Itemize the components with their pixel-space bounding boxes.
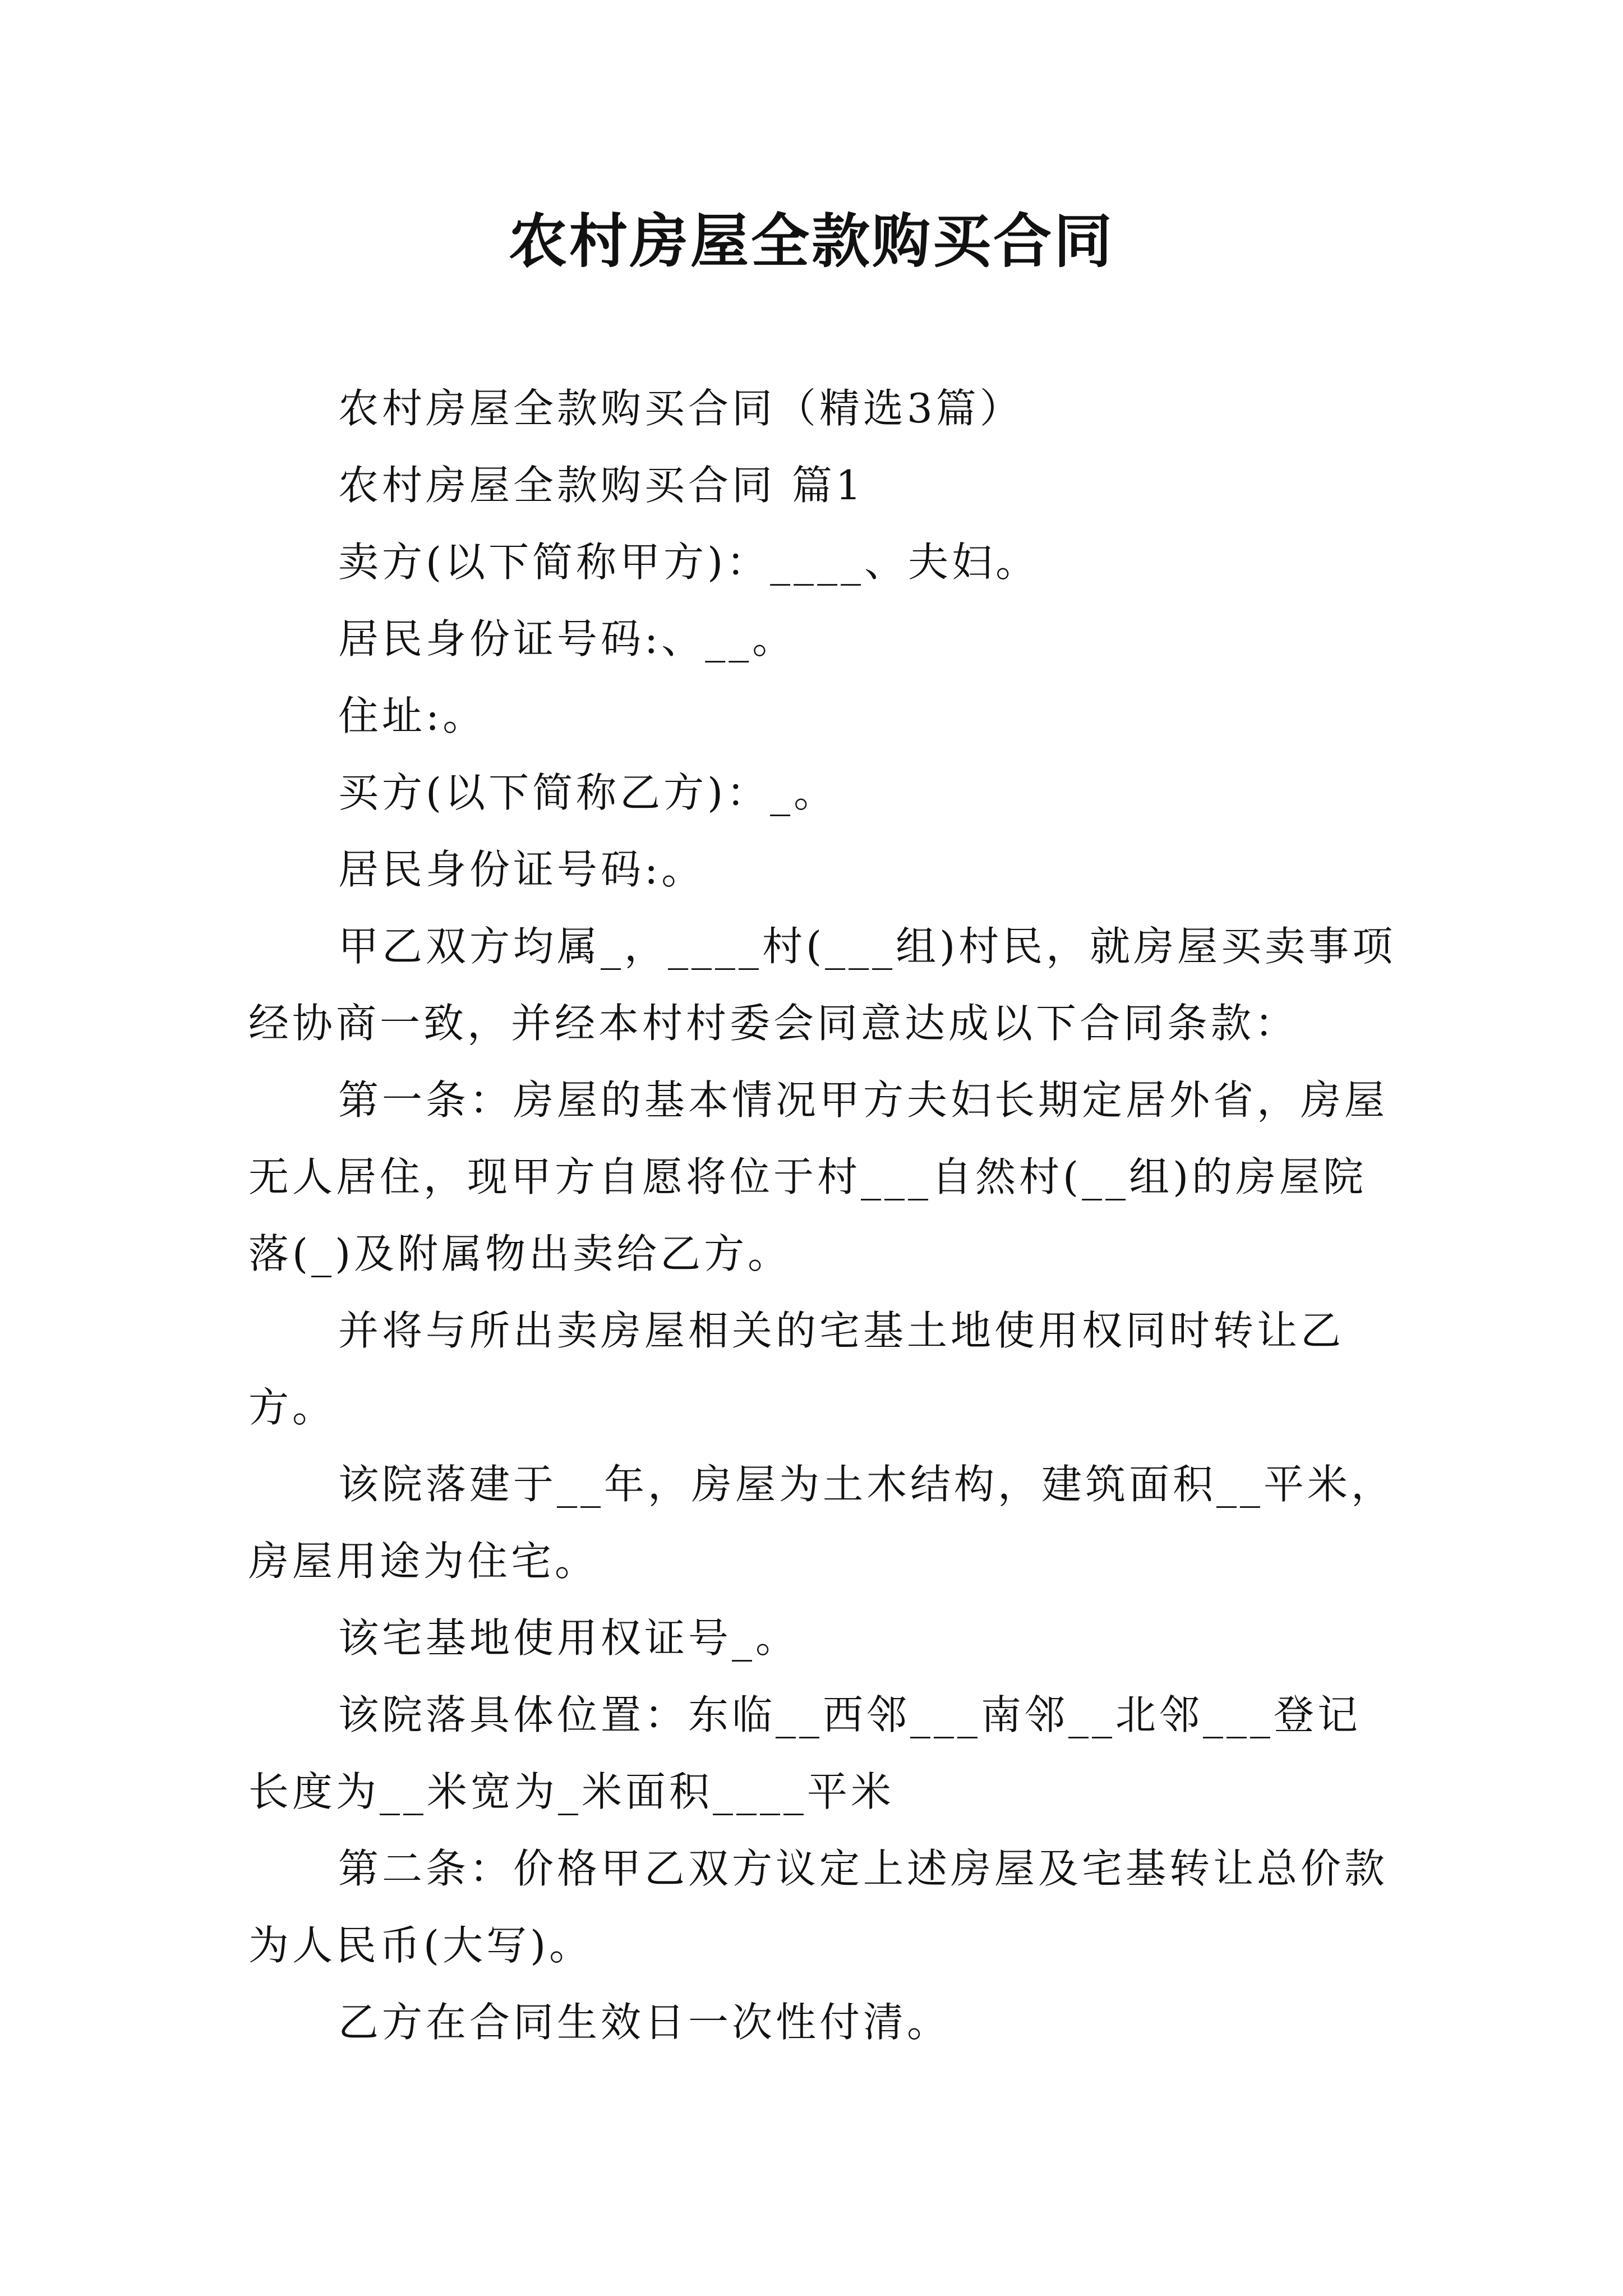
paragraph-buyer-id: 居民身份证号码:。 [338, 846, 706, 893]
paragraph-seller: 卖方(以下简称甲方)：____、夫妇。 [338, 539, 1040, 586]
paragraph-payment: 乙方在合同生效日一次性付清。 [338, 1999, 951, 2046]
paragraph-subtitle: 农村房屋全款购买合同（精选3篇） [338, 385, 1023, 432]
paragraph-buyer: 买方(以下简称乙方)：_。 [338, 769, 838, 816]
paragraph-building-info: 该院落建于__年，房屋为土木结构，建筑面积__平米，房屋用途为住宅。 [248, 1461, 1395, 1585]
paragraph-part-heading: 农村房屋全款购买合同 篇1 [338, 462, 865, 509]
paragraph-article-1: 第一条：房屋的基本情况甲方夫妇长期定居外省，房屋无人居住，现甲方自愿将位于村___自然村(__组)的房屋院落(_)及附属物出卖给乙方。 [248, 1076, 1389, 1277]
paragraph-seller-id: 居民身份证号码:、__。 [338, 615, 796, 662]
paragraph-intro: 甲乙双方均属_，____村(___组)村民，就房屋买卖事项经协商一致，并经本村村委会同意达成以下合同条款： [248, 923, 1396, 1047]
paragraph-article-2: 第二条：价格甲乙双方议定上述房屋及宅基转让总价款为人民币(大写)。 [248, 1845, 1389, 1969]
paragraph-certificate: 该宅基地使用权证号_。 [338, 1614, 800, 1662]
document-title: 农村房屋全款购买合同 [508, 206, 1114, 275]
paragraph-address: 住址:。 [338, 692, 487, 739]
paragraph-location: 该院落具体位置：东临__西邻___南邻__北邻___登记长度为__米宽为_米面积____平米 [248, 1691, 1362, 1815]
document-body [248, 370, 1398, 2061]
paragraph-land-transfer: 并将与所出卖房屋相关的宅基土地使用权同时转让乙方。 [248, 1307, 1345, 1431]
